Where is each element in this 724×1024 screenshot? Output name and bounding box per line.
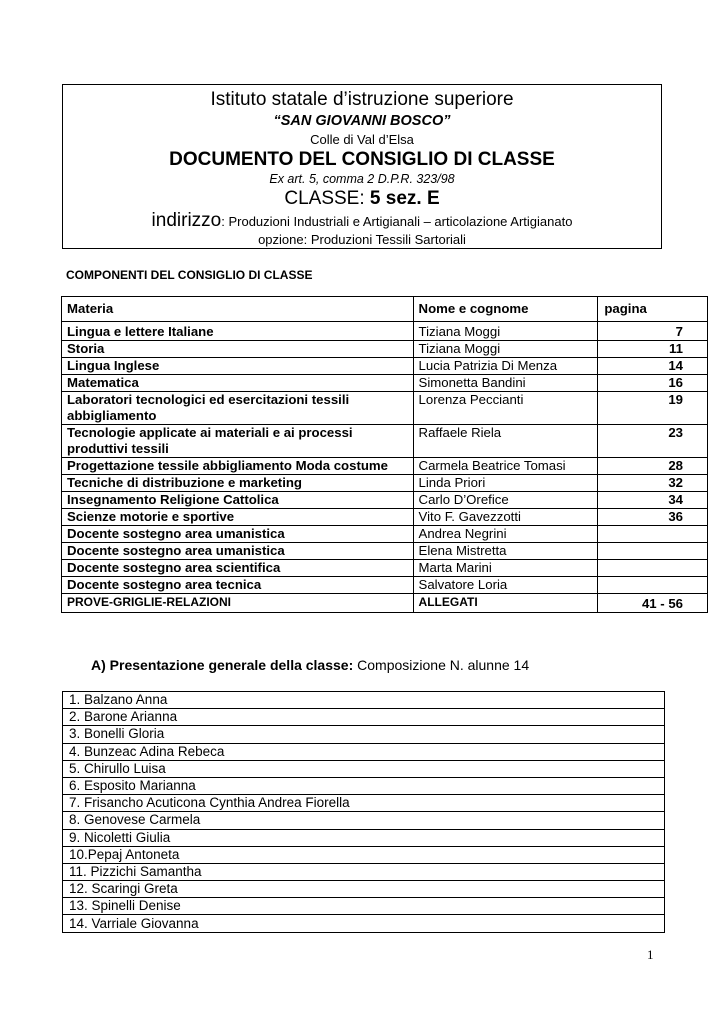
table-row (62, 375, 708, 392)
student-cell: 9. Nicoletti Giulia (63, 829, 665, 846)
pagina-cell: 16 (598, 375, 708, 392)
class-label: CLASSE: (284, 188, 370, 209)
materia-cell: Progettazione tessile abbigliamento Moda costume (62, 458, 414, 475)
indirizzo-label: indirizzo (151, 210, 222, 231)
indirizzo-value: : Produzioni Industriali e Artigianali – articolazione Artigianato (221, 214, 573, 229)
attachments-row (62, 594, 708, 613)
column-header: Materia (62, 297, 414, 322)
materia-cell: Docente sostegno area umanistica (62, 543, 414, 560)
pagina-cell: 19 (598, 392, 708, 425)
materia-cell: Matematica (62, 375, 414, 392)
list-item (63, 726, 665, 743)
pagina-cell: 7 (598, 322, 708, 341)
pagina-cell: 34 (598, 492, 708, 509)
indirizzo-line (63, 210, 661, 232)
student-cell: 13. Spinelli Denise (63, 898, 665, 915)
document-title: DOCUMENTO DEL CONSIGLIO DI CLASSE (169, 149, 555, 170)
section-a-label: A) (91, 657, 106, 673)
pagina-cell: 28 (598, 458, 708, 475)
list-item (63, 829, 665, 846)
list-item (63, 812, 665, 829)
student-cell: 3. Bonelli Gloria (63, 726, 665, 743)
table-row (62, 358, 708, 375)
table-row (62, 492, 708, 509)
pagina-cell: 11 (598, 341, 708, 358)
materia-cell: Lingua e lettere Italiane (62, 322, 414, 341)
nome-cell: Simonetta Bandini (413, 375, 598, 392)
city: Colle di Val d’Elsa (310, 132, 414, 147)
student-cell: 10.Pepaj Antoneta (63, 846, 665, 863)
table-row (62, 560, 708, 577)
student-cell: 14. Varriale Giovanna (63, 915, 665, 932)
students-table (62, 691, 665, 933)
nome-cell: Lucia Patrizia Di Menza (413, 358, 598, 375)
table-row (62, 475, 708, 492)
materia-cell: Tecniche di distribuzione e marketing (62, 475, 414, 492)
materia-cell: Docente sostegno area tecnica (62, 577, 414, 594)
table-row (62, 458, 708, 475)
list-item (63, 915, 665, 932)
school-name-line (63, 113, 661, 129)
materia-cell: Insegnamento Religione Cattolica (62, 492, 414, 509)
nome-cell: Lorenza Peccianti (413, 392, 598, 425)
student-cell: 1. Balzano Anna (63, 692, 665, 709)
table-row (62, 577, 708, 594)
class-line (63, 188, 661, 210)
materia-cell: Docente sostegno area umanistica (62, 526, 414, 543)
section-a-heading (91, 657, 529, 673)
nome-cell: Carlo D’Orefice (413, 492, 598, 509)
pagina-cell: 36 (598, 509, 708, 526)
nome-cell: Andrea Negrini (413, 526, 598, 543)
list-item (63, 692, 665, 709)
section-a-text: Composizione N. alunne 14 (353, 657, 530, 673)
student-cell: 7. Frisancho Acuticona Cynthia Andrea Fiorella (63, 795, 665, 812)
council-table (61, 296, 708, 613)
student-cell: 6. Esposito Marianna (63, 777, 665, 794)
nome-cell: Salvatore Loria (413, 577, 598, 594)
page-number: 1 (647, 947, 654, 962)
student-cell: 2. Barone Arianna (63, 709, 665, 726)
table-row (62, 341, 708, 358)
table-row (62, 526, 708, 543)
nome-cell: ALLEGATI (413, 594, 598, 613)
table-row (62, 425, 708, 458)
pagina-cell (598, 560, 708, 577)
opzione-line: opzione: Produzioni Tessili Sartoriali (258, 232, 466, 247)
pagina-cell (598, 543, 708, 560)
section-a-title: Presentazione generale della classe: (109, 657, 354, 673)
pagina-cell: 23 (598, 425, 708, 458)
materia-cell: Scienze motorie e sportive (62, 509, 414, 526)
table-row (62, 322, 708, 341)
class-value: 5 sez. E (369, 188, 440, 209)
materia-cell: PROVE-GRIGLIE-RELAZIONI (62, 594, 414, 613)
council-title: COMPONENTI DEL CONSIGLIO DI CLASSE (66, 268, 313, 282)
nome-cell: Vito F. Gavezzotti (413, 509, 598, 526)
list-item (63, 777, 665, 794)
pagina-cell (598, 577, 708, 594)
student-cell: 8. Genovese Carmela (63, 812, 665, 829)
nome-cell: Linda Priori (413, 475, 598, 492)
materia-cell: Laboratori tecnologici ed esercitazioni tessili abbigliamento (62, 392, 414, 425)
pagina-cell (598, 526, 708, 543)
column-header: pagina (598, 297, 708, 322)
list-item (63, 881, 665, 898)
list-item (63, 709, 665, 726)
quote-open: “ (273, 113, 281, 129)
nome-cell: Tiziana Moggi (413, 341, 598, 358)
table-header-row (62, 297, 708, 322)
law-reference: Ex art. 5, comma 2 D.P.R. 323/98 (269, 172, 455, 186)
school-name: SAN GIOVANNI BOSCO” (280, 113, 451, 129)
list-item (63, 760, 665, 777)
document-header (62, 84, 662, 249)
student-cell: 5. Chirullo Luisa (63, 760, 665, 777)
table-row (62, 543, 708, 560)
list-item (63, 743, 665, 760)
student-cell: 12. Scaringi Greta (63, 881, 665, 898)
student-cell: 4. Bunzeac Adina Rebeca (63, 743, 665, 760)
pagina-cell: 14 (598, 358, 708, 375)
materia-cell: Storia (62, 341, 414, 358)
nome-cell: Tiziana Moggi (413, 322, 598, 341)
pagina-cell: 32 (598, 475, 708, 492)
pagina-cell: 41 - 56 (598, 594, 708, 613)
table-row (62, 392, 708, 425)
list-item (63, 863, 665, 880)
table-row (62, 509, 708, 526)
nome-cell: Raffaele Riela (413, 425, 598, 458)
materia-cell: Tecnologie applicate ai materiali e ai processi produttivi tessili (62, 425, 414, 458)
nome-cell: Carmela Beatrice Tomasi (413, 458, 598, 475)
materia-cell: Docente sostegno area scientifica (62, 560, 414, 577)
materia-cell: Lingua Inglese (62, 358, 414, 375)
institute-name: Istituto statale d’istruzione superiore (210, 89, 514, 110)
list-item (63, 898, 665, 915)
column-header: Nome e cognome (413, 297, 598, 322)
list-item (63, 846, 665, 863)
student-cell: 11. Pizzichi Samantha (63, 863, 665, 880)
list-item (63, 795, 665, 812)
nome-cell: Elena Mistretta (413, 543, 598, 560)
nome-cell: Marta Marini (413, 560, 598, 577)
